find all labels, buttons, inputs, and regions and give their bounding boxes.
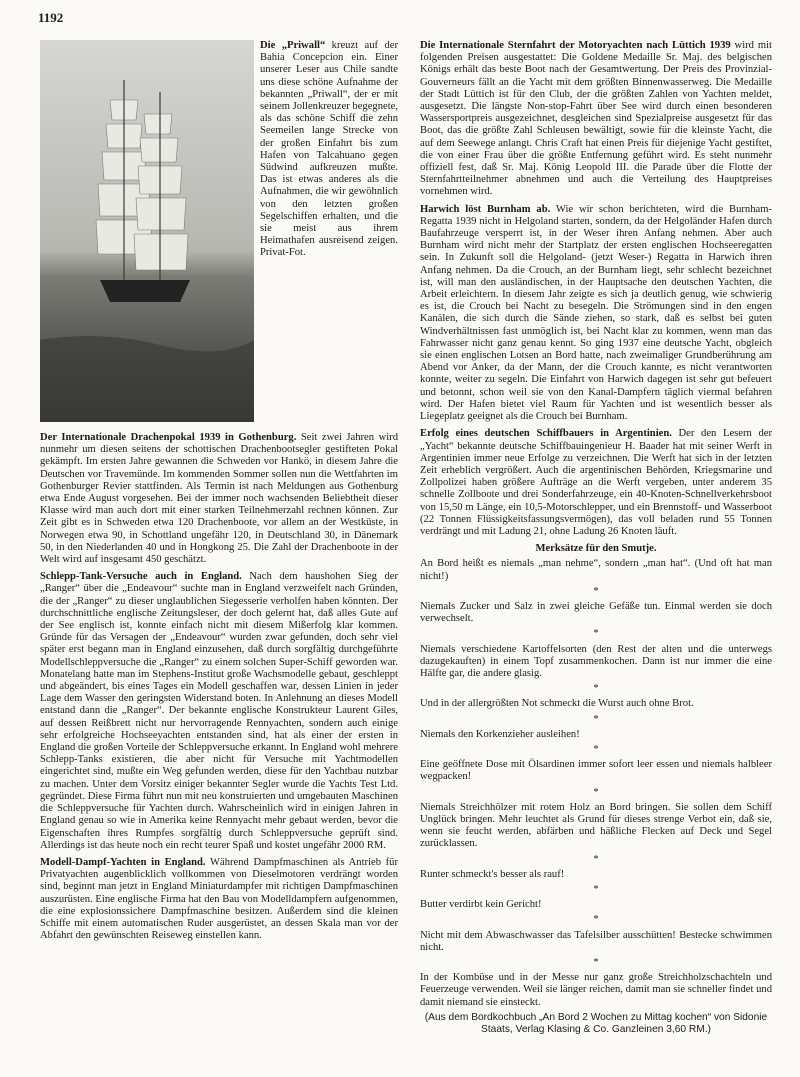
smutje-item: An Bord heißt es niemals „man nehme“, sondern „man hat“. (Und oft hat man nicht!) [420, 558, 772, 582]
smutje-item: Eine geöffnete Dose mit Ölsardinen immer sofort leer essen und niemals halbleer wegpacken! [420, 759, 772, 783]
smutje-item: In der Kombüse und in der Messe nur ganz große Streichholzschachteln und Feuerzeuge verwenden. Weil sie länger reichen, damit man sie schneller findet und damit niemand sie einsteckt. [420, 972, 772, 1008]
star-divider: * [593, 914, 599, 926]
caption-title: Die „Priwall“ [260, 40, 326, 51]
article-title: Die Internationale Sternfahrt der Motoryachten nach Lüttich 1939 [420, 40, 731, 51]
article-text: Nach dem haushohen Sieg der „Ranger“ über die „Endeavour“ suchte man in England verzweifelt nach Gründen, die der „Ranger“ zu dieser unglaublichen Siegesserie verholfen haben könnten. Der durchschnittliche englische Zeitungsleser, der doch gelernt hat, daß alles Gute auf der See englisch ist, konnte einfach nicht mit diesem Mißerfolg klar kommen. Gründe für das Versagen der „Endeavour“ wurden zwar gefunden, doch sehr viel später erst begann man in England einzusehen, daß durch sorgfältig durchgeführte Modellschleppversuche die „Ranger“ zu einem solchen Super-Schiff geworden war. Monatelang hatte man im Stephens-Institut große Wachsmodelle gebaut, geschleppt und abgeändert, bis eines Tages ein Modell geschaffen war, dessen Linien in jeder Lage dem Wasser den geringsten Widerstand boten. In Anlehnung an dieses Modell entstand dann die „Ranger“. Der bekannte englische Konstrukteur Laurent Giles, auf dessen Reißbrett nicht nur hervorragende Rennyachten, sondern auch einige sehr erfolgreiche Hochseeyachten entstanden sind, hat als einer der ersten in England die großen Vorteile der Schleppversuche erkannt. In England wohl mehrere Schlepp-Tanks existieren, die aber nicht für Versuche mit Yachtmodellen eingerichtet sind, mußte ein Weg gefunden werden, diese für den Yachtbau nutzbar zu machen. Unter dem Vorsitz einiger bekannter Segler wurde die Yachts Test Ltd. gegründet. Diese Firma führt nun mit neu konstruierten und umgebauten Maschinen die Schleppversuche für Yachten durch. Wahrscheinlich wird in einigen Jahren in England genau so wie in Amerika keine Rennyacht mehr gebaut werden, bevor die Eigenschaften ihres Rumpfes sorgfältig durch Schleppversuche geprüft sind. Allerdings ist das heute noch ein recht teurer Spaß und kostet ungefähr 2000 RM. [40, 571, 398, 851]
smutje-item: Niemals den Korkenzieher ausleihen! [420, 728, 580, 740]
star-divider: * [593, 743, 599, 755]
star-divider: * [593, 585, 599, 597]
right-column [420, 40, 772, 1039]
smutje-item: Butter verdirbt kein Gericht! [420, 899, 542, 911]
caption-text: kreuzt auf der Bahia Concepcion ein. Einer unserer Leser aus Chile sandte uns diese schöne Aufnahme der bekannten „Priwall“, der er mit seinem Jollenkreuzer begegnete, als das schöne Schiff die zehn Seemeilen lange Strecke von der großen Einfahrt bis zum Hafen von Talcahuano gegen Südwind aufkreuzen mußte. Das ist etwas anderes als die Aufnahmen, die wir gewöhnlich von den letzten großen Segelschiffen erhalten, und die sie meist aus ihrem Heimathafen ausreisend zeigen. Privat-Fot. [260, 40, 398, 259]
photo-block [40, 40, 398, 426]
article-modell-dampf [40, 857, 398, 942]
article-schlepp-tank [40, 571, 398, 852]
smutje-item: Runter schmeckt's besser als rauf! [420, 868, 565, 880]
left-column [40, 40, 398, 947]
smutje-section [420, 543, 772, 1036]
star-divider: * [593, 884, 599, 895]
article-text: Während Dampfmaschinen als Antrieb für Privatyachten augenblicklich vollkommen von Dieselmotoren verdrängt worden sind, beginnt man jetzt in England Miniaturdampfer mit richtigen Dampfmaschinen auszurüsten. Eine englische Firma hat den Bau von Modelldampfern aufgenommen, die eine explosionssichere Dampfmaschine besitzen. Außerdem sind die kleinen Schiffe mit einem automatischen Ruder ausgerüstet, an dessen Skala man vor der Abfahrt den gewünschten Reiseweg einstellen kann. [40, 856, 398, 942]
smutje-item: Niemals verschiedene Kartoffelsorten (den Rest der alten und die unterwegs dazugekauften) in einem Topf zusammenkochen. Dann ist nur immer die eine Hälfte gar, die andere glasig. [420, 643, 772, 679]
article-title: Harwich löst Burnham ab. [420, 203, 551, 215]
article-text: Seit zwei Jahren wird nunmehr um diesen seitens der schottischen Drachenbootsegler gestifteten Pokal gekämpft. Im ersten Jahre gewannen die Schweden vor Hankö, in diesem Jahre die Deutschen vor Travemünde. Im kommenden Sommer sollen nun die Wettfahrten im Gothenburger Revier stattfinden. Als Termin ist nach Meldungen aus Gothenburg etwa Ende August vorgesehen. Bei der immer noch wachsenden Beliebtheit dieser Klasse wird man auch dort mit einer starken Teilnehmerzahl rechnen können. Zur Zeit gibt es in Schweden etwa 120 Drachenboote, vor allem an der Westküste, in Norwegen etwa 90, in Schottland ungefähr 120, in Deutschland 30, in Dänemark 50, in den Niederlanden 40 und in Hongkong 25. Die Zahl der Drachenboote in der Welt wird auf insgesamt 450 geschätzt. [40, 432, 398, 566]
star-divider: * [593, 853, 599, 865]
article-sternfahrt [420, 40, 772, 199]
smutje-item: Niemals Zucker und Salz in zwei gleiche Gefäße tun. Einmal werden sie doch verwechselt. [420, 600, 772, 625]
star-divider: * [593, 957, 599, 969]
star-divider: * [593, 713, 599, 725]
smutje-item: Niemals Streichhölzer mit rotem Holz an Bord bringen. Sie sollen dem Schiff Unglück bringen. Mehr leuchtet als Grund für dieses strenge Verbot ein, daß sie, wenn sie feucht werden, abfärben und häßliche Flecken auf Deck und Segel zurücklassen. [420, 801, 772, 850]
article-drachenpokal [40, 432, 398, 566]
smutje-item: Und in der allergrößten Not schmeckt die Wurst auch ohne Brot. [420, 698, 694, 710]
article-text: Wie wir schon berichteten, wird die Burnham-Regatta 1939 nicht in Helgoland starten, sondern, da der Helgoländer Hafen durch Baufahrzeuge versperrt ist, in der Weser ihren Anfang nehmen. Aber auch Burnham wird nicht mehr der Startplatz der ersten englischen Hochseeregatten sein. In Zukunft soll die Helgoland- (jetzt Weser-) Regatta in Harwich ihren Anfang nehmen. Da die Crouch, an der Burnham liegt, sehr schlecht bezeichnet ist, will man den ausländischen, in der Hauptsache den deutschen Yachten, die Arbeit erleichtern. In diesem Jahr zeigte es sich ja deutlich genug, wie schwierig es ist, die Crouch bei Nacht zu besegeln. Die Strömungen sind in den engen Kanälen, die sich durch die Sände ziehen, so stark, daß es selbst bei guten Windverhältnissen fast unmöglich ist, bei Nacht klar zu kommen, wenn man das Fahrwasser nicht ganz genau kennt. So ging 1937 eine deutsche Yacht, obgleich sie einen englischen Lotsen an Bord hatte, nach zweimaliger Grundberührung am Abend vor Anker, da der Mann, der die Crouch kannte, es nicht verantworten konnte, weiter zu segeln. Die Einfahrt von Harwich dagegen ist sehr gut befeuert und betonnt, schon weil sie von den Kanal-Dampfern täglich viermal befahren wird. Der Hafen bietet viel Raum für Yachten und ist wesentlich besser als Liegeplatz geeignet als die Crouch bei Burnham. [420, 203, 772, 423]
smutje-title: Merksätze für den Smutje. [535, 543, 657, 555]
ship-photo [40, 40, 254, 422]
smutje-item: Nicht mit dem Abwaschwasser das Tafelsilber ausschütten! Bestecke schwimmen nicht. [420, 929, 772, 953]
photo-caption [260, 40, 398, 260]
article-title: Erfolg eines deutschen Schiffbauers in Argentinien. [420, 428, 672, 440]
article-text: Der den Lesern der „Yacht“ bekannte deutsche Schiffbauingenieur H. Baader hat mit seiner Werft in Argentinien immer neue Erfolge zu verzeichnen. Die Werft hat sich in der letzten Zeit erheblich vergrößert. Auch die argentinischen Behörden, Kriegsmarine und Zollpolizei haben größere Aufträge an die Werft vergeben, unter anderem 35 schnelle Zollboote und drei Sonderfahrzeuge, ein 40-Knoten-Schnellverkehrsboot von 15,50 m Länge, ein 10,5-Motorschlepper, und ein Brennstoff- und Wasserboot (22 Tonnen Flüssigkeitsfassungsvermögen), das voll beladen rund 55 Tonnen verdrängt und mit Ladung 21, ohne Ladung 26 Knoten läuft. [420, 428, 772, 537]
article-title: Der Internationale Drachenpokal 1939 in Gothenburg. [40, 432, 297, 443]
article-argentinien [420, 428, 772, 538]
article-harwich [420, 204, 772, 424]
star-divider: * [593, 683, 599, 695]
source-note: (Aus dem Bordkochbuch „An Bord 2 Wochen zu Mittag kochen“ von Sidonie Staats, Verlag Klasing & Co. Ganzleinen 3,60 RM.) [424, 1011, 768, 1036]
article-text: wird mit folgenden Preisen ausgestattet: Die Goldene Medaille Sr. Maj. des belgischen Königs erhält das beste Boot nach der Gesamtwertung. Der Preis des Provinzial-Gouverneurs fällt an die Yacht mit dem größten Binnenwasserweg. Die Medaille der Stadt Lüttich ist für den Club, der die größten Zahlen von Yachten meldet, ausgesetzt. Die längste Non-stop-Fahrt über See wird durch einen besonderen Wassersportpreis ausgezeichnet, desgleichen sind Spezialpreise ausgesetzt für das Boot, das die größte Zahl Schleusen bewältigt, sowie für die kleinste Yacht, die auf dem Seewege anlangt. Chris Craft hat einen Preis für diejenige Yacht gestiftet, die von einer Frau über die größte Entfernung geführt wird. Es steht nunmehr offiziell fest, daß Sr. Maj. König Leopold III. die Parade über die Flotte der Sternfahrtteilnehmer abnehmen und auch die Verteilung des Hauptpreises vornehmen wird. [420, 40, 772, 198]
page-number: 1192 [38, 10, 64, 25]
article-title: Modell-Dampf-Yachten in England. [40, 856, 206, 868]
article-title: Schlepp-Tank-Versuche auch in England. [40, 571, 242, 583]
star-divider: * [593, 786, 599, 798]
star-divider: * [593, 628, 599, 640]
